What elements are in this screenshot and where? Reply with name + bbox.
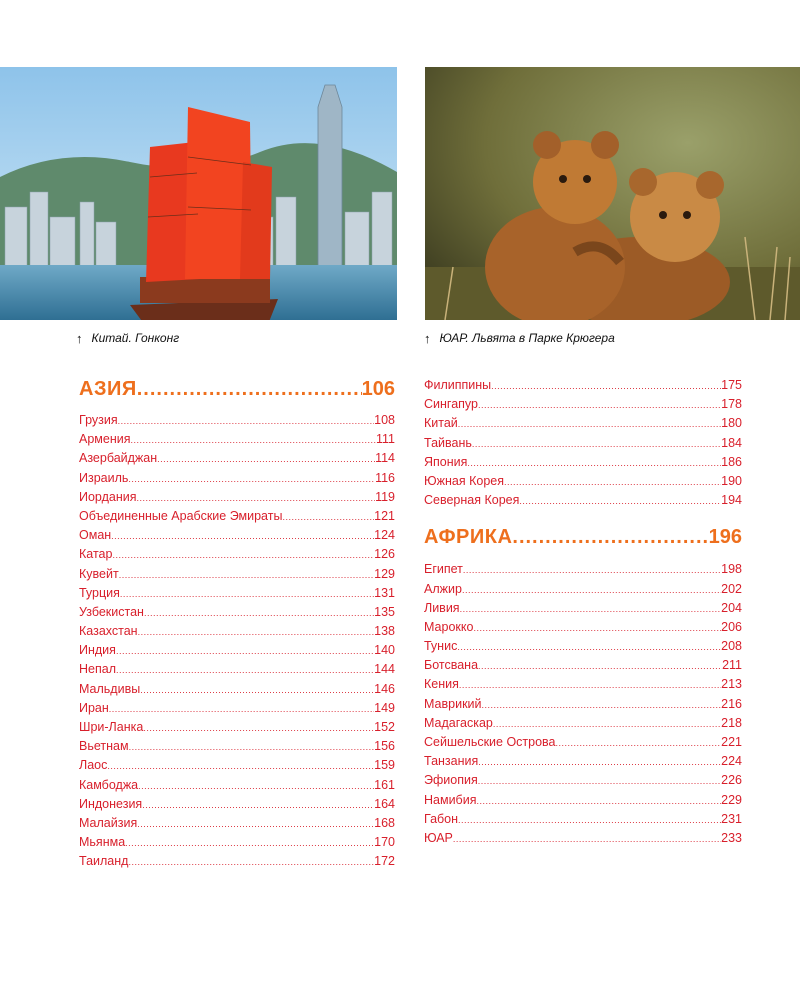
entry-page: 180 — [721, 416, 742, 431]
toc-entry[interactable] — [424, 714, 742, 733]
dot-leader — [109, 699, 374, 718]
entry-page: 111 — [375, 432, 395, 447]
dot-leader — [128, 852, 374, 871]
entry-name: Малайзия — [79, 815, 138, 830]
toc-entry[interactable] — [79, 776, 395, 795]
entry-name: Казахстан — [79, 624, 138, 639]
toc-left-column — [79, 378, 395, 872]
entry-page: 135 — [374, 604, 395, 619]
dot-leader — [512, 526, 708, 549]
entry-name: Кувейт — [79, 566, 119, 581]
toc-entry[interactable] — [424, 453, 742, 472]
toc-entry[interactable] — [424, 414, 742, 433]
toc-entry[interactable] — [79, 660, 395, 679]
dot-leader — [157, 449, 375, 468]
dot-leader — [458, 414, 721, 433]
toc-entry[interactable] — [424, 771, 742, 790]
dot-leader — [460, 599, 722, 618]
entry-page: 231 — [721, 811, 742, 826]
entry-name: Намибия — [424, 792, 477, 807]
toc-entry[interactable] — [424, 599, 742, 618]
entry-page: 224 — [721, 754, 742, 769]
entry-page: 211 — [722, 658, 742, 673]
entry-page: 184 — [721, 435, 742, 450]
entry-name: Тунис — [424, 639, 458, 654]
entry-page: 216 — [721, 696, 742, 711]
entry-page: 144 — [374, 662, 395, 677]
entry-page: 114 — [375, 451, 395, 466]
dot-leader — [138, 776, 374, 795]
entry-page: 161 — [374, 777, 395, 792]
entry-page: 233 — [721, 830, 742, 845]
entry-page: 108 — [374, 413, 395, 427]
entry-page: 229 — [721, 792, 742, 807]
entry-name: Катар — [79, 547, 113, 562]
toc-entry[interactable] — [79, 507, 395, 526]
toc-entry[interactable] — [79, 641, 395, 660]
entry-name: Непал — [79, 662, 116, 677]
caption-hong-kong — [76, 330, 179, 346]
entry-name: Тайвань — [424, 435, 472, 450]
toc-entry[interactable] — [79, 852, 395, 871]
toc-entry[interactable] — [424, 752, 742, 771]
toc-entry[interactable] — [79, 814, 395, 833]
dot-leader — [131, 430, 376, 449]
entry-name: Объединенные Арабские Эмираты — [79, 508, 283, 523]
entry-name: Мьянма — [79, 835, 126, 850]
entry-page: 138 — [374, 624, 395, 639]
entry-name: Египет — [424, 562, 463, 577]
entry-page: 213 — [721, 677, 742, 692]
dot-leader — [116, 660, 374, 679]
toc-entry[interactable] — [79, 430, 395, 449]
entry-page: 149 — [374, 700, 395, 715]
dot-leader — [458, 810, 721, 829]
entry-page: 159 — [374, 758, 395, 773]
entry-page: 131 — [374, 585, 395, 600]
dot-leader — [457, 637, 721, 656]
entry-name: Эфиопия — [424, 773, 478, 788]
dot-leader — [128, 469, 375, 488]
hong-kong-junk-photo — [0, 67, 397, 320]
dot-leader — [482, 695, 722, 714]
dot-leader — [459, 675, 721, 694]
toc-entry[interactable] — [424, 656, 742, 675]
dot-leader — [467, 453, 721, 472]
entry-page: 198 — [721, 562, 742, 577]
dot-leader — [140, 680, 374, 699]
entry-page: 119 — [375, 489, 395, 504]
entry-page: 202 — [721, 581, 742, 596]
entry-page: 140 — [374, 643, 395, 658]
entry-name: Израиль — [79, 470, 129, 485]
entry-name: Танзания — [424, 754, 479, 769]
entry-page: 172 — [374, 854, 395, 869]
caption-text: Китай. Гонконг — [91, 331, 180, 345]
entry-page: 226 — [721, 773, 742, 788]
asia-entry-list — [79, 411, 395, 872]
entry-page: 146 — [374, 681, 395, 696]
dot-leader — [143, 718, 374, 737]
toc-entry[interactable] — [79, 756, 395, 775]
toc-entry[interactable] — [79, 449, 395, 468]
entry-page: 186 — [721, 454, 742, 469]
section-page: 106 — [361, 378, 395, 400]
entry-name: ЮАР — [424, 830, 453, 845]
entry-page: 129 — [374, 566, 395, 581]
toc-entry[interactable] — [424, 560, 742, 579]
entry-page: 206 — [721, 619, 742, 634]
dot-leader — [478, 395, 721, 414]
toc-entry[interactable] — [79, 584, 395, 603]
dot-leader — [472, 434, 721, 453]
entry-page: 175 — [721, 378, 742, 392]
toc-entry[interactable] — [79, 622, 395, 641]
toc-entry[interactable] — [79, 718, 395, 737]
entry-page: 156 — [374, 739, 395, 754]
entry-name: Вьетнам — [79, 739, 129, 754]
entry-name: Кения — [424, 677, 459, 692]
toc-entry[interactable] — [79, 833, 395, 852]
toc-entry[interactable] — [79, 737, 395, 756]
entry-name: Ливия — [424, 600, 460, 615]
entry-name: Сейшельские Острова — [424, 735, 556, 749]
arrow-up-icon: ↑ — [424, 330, 431, 346]
entry-name: Армения — [79, 432, 131, 447]
dot-leader — [491, 376, 721, 395]
entry-name: Узбекистан — [79, 604, 144, 619]
dot-leader — [107, 756, 374, 775]
entry-name: Китай — [424, 416, 458, 431]
toc-right-column — [424, 376, 742, 848]
dot-leader — [478, 771, 721, 790]
entry-name: Южная Корея — [424, 473, 504, 488]
entry-page: 164 — [374, 796, 395, 811]
dot-leader — [118, 411, 375, 430]
toc-entry[interactable] — [79, 699, 395, 718]
toc-entry[interactable] — [424, 791, 742, 810]
toc-entry[interactable] — [424, 695, 742, 714]
entry-name: Япония — [424, 454, 468, 469]
entry-page: 204 — [721, 600, 742, 615]
entry-name: Мадагаскар — [424, 715, 493, 730]
dot-leader — [556, 733, 722, 752]
entry-name: Маврикий — [424, 696, 482, 711]
entry-page: 124 — [374, 528, 395, 543]
dot-leader — [144, 603, 374, 622]
dot-leader — [137, 378, 362, 401]
toc-entry[interactable] — [79, 603, 395, 622]
entry-name: Лаос — [79, 758, 108, 773]
entry-name: Индонезия — [79, 796, 143, 811]
toc-entry[interactable] — [424, 395, 742, 414]
toc-entry[interactable] — [424, 491, 742, 510]
toc-entry[interactable] — [424, 618, 742, 637]
dot-leader — [493, 714, 721, 733]
toc-entry[interactable] — [424, 733, 742, 752]
entry-page: 170 — [374, 835, 395, 850]
toc-entry[interactable] — [79, 680, 395, 699]
entry-name: Грузия — [79, 413, 118, 427]
caption-text: ЮАР. Львята в Парке Крюгера — [439, 331, 615, 345]
entry-name: Филиппины — [424, 378, 492, 392]
entry-name: Мальдивы — [79, 681, 141, 696]
entry-name: Оман — [79, 528, 112, 543]
dot-leader — [462, 580, 721, 599]
section-page: 196 — [708, 526, 742, 549]
dot-leader — [282, 507, 374, 526]
entry-name: Камбоджа — [79, 777, 139, 792]
africa-heading[interactable] — [424, 526, 742, 549]
entry-name: Сингапур — [424, 397, 478, 412]
toc-entry[interactable] — [79, 795, 395, 814]
entry-page: 126 — [374, 547, 395, 562]
entry-name: Марокко — [424, 619, 474, 634]
entry-name: Северная Корея — [424, 493, 520, 508]
entry-name: Алжир — [424, 581, 462, 596]
entry-page: 221 — [721, 735, 742, 749]
entry-name: Ботсвана — [424, 658, 479, 673]
dot-leader — [478, 656, 722, 675]
toc-entry[interactable] — [79, 526, 395, 545]
entry-page: 194 — [721, 493, 742, 508]
entry-page: 152 — [374, 720, 395, 734]
dot-leader — [453, 829, 721, 848]
entry-name: Индия — [79, 643, 116, 658]
dot-leader — [142, 795, 374, 814]
entry-name: Иордания — [79, 489, 137, 504]
toc-entry[interactable] — [424, 675, 742, 694]
entry-name: Иран — [79, 700, 109, 715]
entry-page: 178 — [721, 397, 742, 412]
dot-leader — [137, 814, 374, 833]
dot-leader — [478, 752, 721, 771]
dot-leader — [137, 488, 376, 507]
dot-leader — [476, 791, 721, 810]
toc-entry[interactable] — [424, 637, 742, 656]
dot-leader — [519, 491, 721, 510]
caption-lion-cubs — [424, 330, 615, 346]
dot-leader — [138, 622, 375, 641]
entry-name: Габон — [424, 811, 459, 826]
toc-entry[interactable] — [79, 565, 395, 584]
toc-entry[interactable] — [79, 469, 395, 488]
entry-name: Азербайджан — [79, 451, 158, 466]
arrow-up-icon: ↑ — [76, 330, 83, 346]
dot-leader — [116, 641, 374, 660]
toc-entry[interactable] — [79, 488, 395, 507]
toc-entry[interactable] — [424, 376, 742, 395]
dot-leader — [129, 737, 375, 756]
entry-page: 121 — [374, 508, 395, 523]
dot-leader — [125, 833, 374, 852]
section-title: АФРИКА — [424, 526, 513, 549]
toc-entry[interactable] — [424, 580, 742, 599]
dot-leader — [112, 545, 374, 564]
toc-entry[interactable] — [79, 411, 395, 430]
toc-entry[interactable] — [79, 545, 395, 564]
dot-leader — [120, 584, 374, 603]
entry-page: 218 — [721, 715, 742, 730]
dot-leader — [111, 526, 374, 545]
asia-heading[interactable] — [79, 378, 395, 401]
entry-name: Шри-Ланка — [79, 720, 144, 734]
entry-name: Турция — [79, 585, 120, 600]
entry-page: 208 — [721, 639, 742, 654]
entry-name: Таиланд — [79, 854, 129, 869]
entry-page: 168 — [374, 815, 395, 830]
toc-entry[interactable] — [424, 434, 742, 453]
entry-page: 116 — [375, 470, 395, 485]
africa-entry-list — [424, 560, 742, 848]
toc-entry[interactable] — [424, 829, 742, 848]
dot-leader — [463, 560, 721, 579]
entry-page: 190 — [721, 473, 742, 488]
section-title: АЗИЯ — [79, 378, 137, 400]
dot-leader — [119, 565, 374, 584]
toc-entry[interactable] — [424, 810, 742, 829]
dot-leader — [504, 472, 721, 491]
asia-continued-list — [424, 376, 742, 510]
lion-cubs-photo — [425, 67, 800, 320]
dot-leader — [473, 618, 721, 637]
toc-entry[interactable] — [424, 472, 742, 491]
